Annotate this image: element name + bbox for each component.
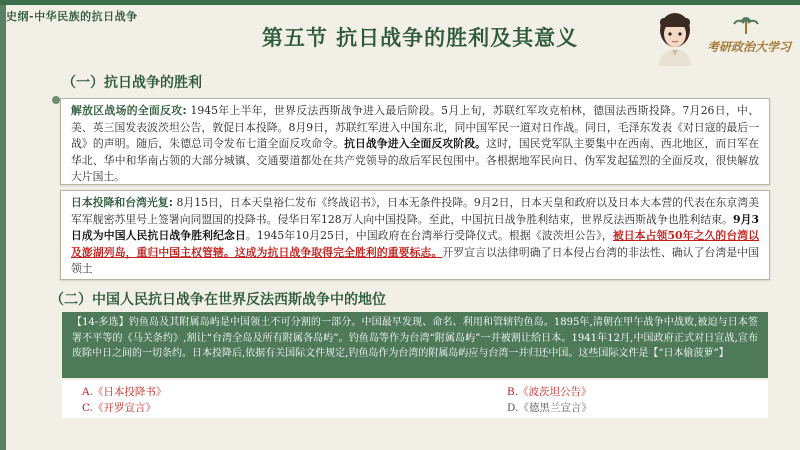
teacher-avatar-icon	[650, 8, 700, 66]
panel-text: 8月15日，日本天皇裕仁发布《终战诏书》，日本无条件投降。9月2日，日本天皇和政府以及日本大本营的代表在东京湾美军军舰密苏里号上签署向同盟国的投降书。侵华日军128万人向中国投降。至此，中国抗日战争胜利结束，世界反法西斯战争也胜利结束。	[71, 196, 759, 226]
page-title: 第五节 抗日战争的胜利及其意义	[261, 25, 579, 50]
option-a[interactable]: A.《日本投降书》	[82, 386, 167, 398]
bullet-dot-icon	[52, 96, 60, 104]
panel-lead: 解放区战场的全面反攻:	[71, 104, 187, 117]
section-heading-victory: （一）抗日战争的胜利	[62, 75, 202, 91]
answer-options	[62, 380, 768, 418]
panel-text: 这时，国民党军队主要集中在西南、西北地区，而日军在华北、华中和华南占领的大部分城镇、交通要道都处在共产党领导的敌后军民包围中。各根据地军民向日、伪军发起猛烈的全面反攻，很快解放大片国土。	[71, 137, 760, 183]
top-stripe	[0, 0, 800, 5]
brand-name: 考研政治大学习	[706, 40, 791, 54]
course-tag: 史纲-中华民族的抗日战争	[6, 10, 138, 23]
panel-text: 。1945年10月25日，中国政府在台湾举行受降仪式。根据《波茨坦公告》，	[245, 229, 613, 242]
counteroffensive-panel	[60, 98, 770, 185]
section-heading-status: （二）中国人民抗日战争在世界反法西斯战争中的地位	[50, 292, 386, 308]
option-c[interactable]: C.《开罗宣言》	[82, 402, 156, 414]
exam-question: 【14-多选】钓鱼岛及其附属岛屿是中国领土不可分割的一部分。中国最早发现、命名、利用和管辖钓鱼岛。1895年,清朝在甲午战争中战败,被迫与日本签署不平等的《马关条约》,割让“台湾全岛及所有附属各岛屿”。钓鱼岛等作为台湾“附属岛屿”一并被割让给日本。1941年12月,中国政府正式对日宣战,宣布废除中日之间的一切条约。日本投降后,依据有关国际文件规定,钓鱼岛作为台湾的附属岛屿应与台湾一并归还中国。这些国际文件是【“日本偷菠萝”】	[62, 312, 768, 378]
panel-bold-text: 抗日战争进入全面反攻阶段。	[344, 137, 487, 150]
option-d[interactable]: D.《德黑兰宣言》	[507, 402, 592, 414]
panel-lead: 日本投降和台湾光复:	[71, 196, 173, 209]
panel-text: 1945年上半年，世界反法西斯战争进入最后阶段。5月上旬，苏联红军攻克柏林，德国法西斯投降。7月26日，中、美、英三国发表波茨坦公告，敦促日本投降。8月9日，苏联红军进入中国东北，同中国军民一道对日作战。同日，毛泽东发表《对日寇的最后一战》的声明。随后，朱德总司令发布七道全面反攻命令。	[71, 104, 759, 150]
option-b[interactable]: B.《波茨坦公告》	[507, 386, 592, 398]
surrender-taiwan-panel	[60, 190, 770, 280]
panel-text: 开罗宣言以法律明确了日本侵占台湾的非法性、确认了台湾是中国领土	[71, 245, 760, 275]
panel-bold-text: 9月3日成为中国人民抗日战争胜利纪念日	[71, 212, 759, 242]
panel-highlight-text: 被日本占领50年之久的台湾以及澎湖列岛，重归中国主权管辖。这成为抗日战争取得完全胜利的重要标志。	[71, 229, 759, 259]
left-stripe	[0, 5, 6, 450]
